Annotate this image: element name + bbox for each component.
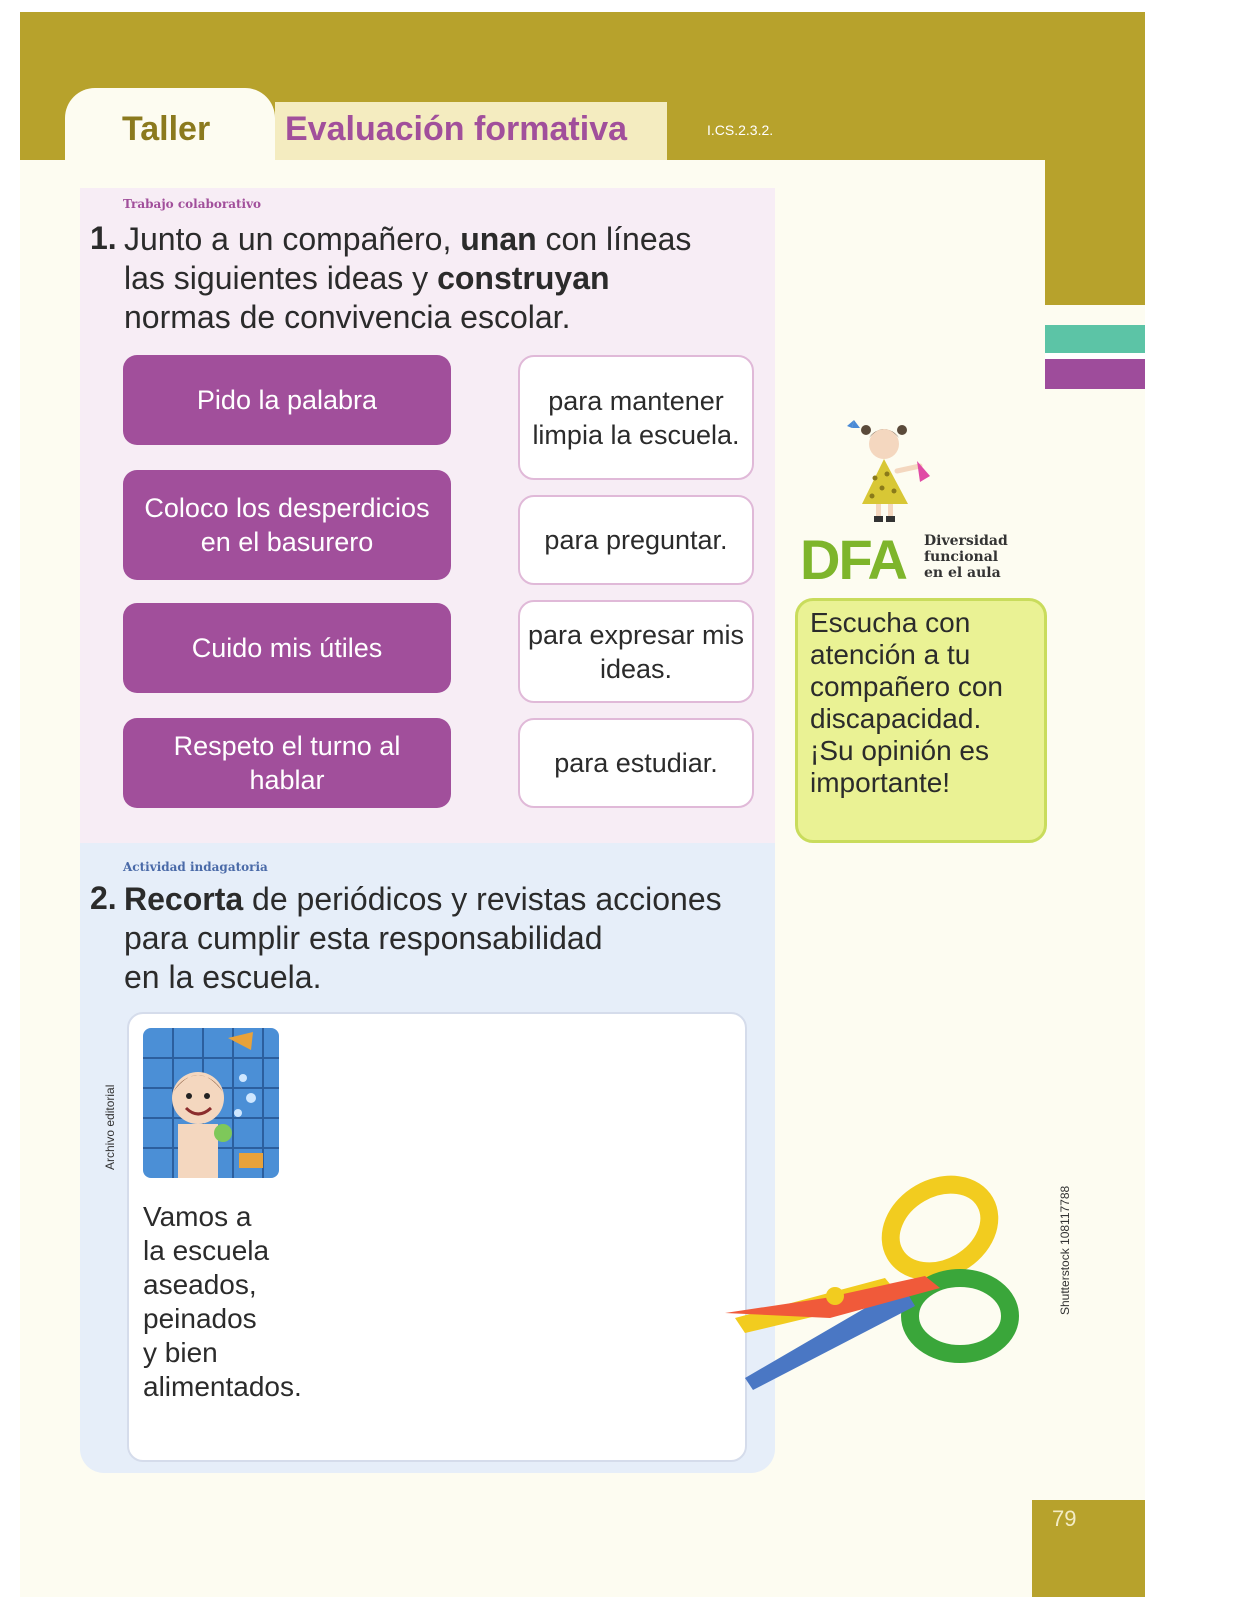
scissors-icon — [725, 1168, 1040, 1396]
reason-box-preguntar[interactable]: para preguntar. — [518, 495, 754, 585]
activity1-question — [124, 220, 691, 337]
tab-label: Taller — [122, 110, 211, 148]
activity2-number: 2. — [90, 880, 117, 916]
activity1-number: 1. — [90, 220, 117, 256]
section-title: Evaluación formativa — [285, 110, 628, 148]
photo-caption — [143, 1200, 302, 1404]
activity2-label: Actividad indagatoria — [123, 860, 268, 874]
girl-illustration — [842, 416, 952, 541]
caption-line: alimentados. — [143, 1371, 302, 1402]
dfa-subtitle — [924, 533, 1008, 581]
reason-box-estudiar[interactable]: para estudiar. — [518, 718, 754, 808]
dfa-subtitle-line: en el aula — [924, 565, 1001, 581]
right-margin-page-area — [1045, 305, 1145, 1505]
page-number-box — [1032, 1500, 1145, 1597]
dfa-logo: DFA — [800, 528, 906, 591]
caption-line: y bien — [143, 1337, 218, 1368]
question-line: para cumplir esta responsabilidad — [124, 920, 603, 956]
question-line: las siguientes ideas y construyan — [124, 260, 610, 296]
image-credit-left: Archivo editorial — [103, 1084, 117, 1170]
reason-box-limpia[interactable]: para mantener limpia la escuela. — [518, 355, 754, 480]
purple-stripe — [1045, 359, 1145, 389]
curriculum-code: I.CS.2.3.2. — [707, 122, 774, 138]
activity2-question — [124, 880, 722, 997]
idea-box-utiles[interactable]: Cuido mis útiles — [123, 603, 451, 693]
question-line: normas de convivencia escolar. — [124, 299, 571, 335]
page-number: 79 — [1052, 1506, 1077, 1531]
activity1-label: Trabajo colaborativo — [123, 197, 262, 211]
caption-line: peinados — [143, 1303, 257, 1334]
dfa-tip-box: Escucha con atención a tu compañero con discapacidad. ¡Su opinión es importante! — [795, 598, 1047, 843]
dfa-subtitle-line: funcional — [924, 549, 999, 565]
reason-box-ideas[interactable]: para expresar mis ideas. — [518, 600, 754, 703]
green-stripe — [1045, 325, 1145, 353]
question-line: en la escuela. — [124, 959, 322, 995]
dfa-subtitle-line: Diversidad — [924, 533, 1008, 549]
shower-boy-image — [143, 1028, 279, 1178]
idea-box-pido-la-palabra[interactable]: Pido la palabra — [123, 355, 451, 445]
idea-box-desperdicios[interactable]: Coloco los desperdicios en el basurero — [123, 470, 451, 580]
question-line: Junto a un compañero, unan con líneas — [124, 221, 692, 257]
caption-line: la escuela — [143, 1235, 270, 1266]
question-line: Recorta de periódicos y revistas acciones — [124, 881, 722, 917]
caption-line: Vamos a — [143, 1201, 252, 1232]
idea-box-turno[interactable]: Respeto el turno al hablar — [123, 718, 451, 808]
caption-line: aseados, — [143, 1269, 257, 1300]
image-credit-right: Shutterstock 108117788 — [1058, 1185, 1072, 1315]
